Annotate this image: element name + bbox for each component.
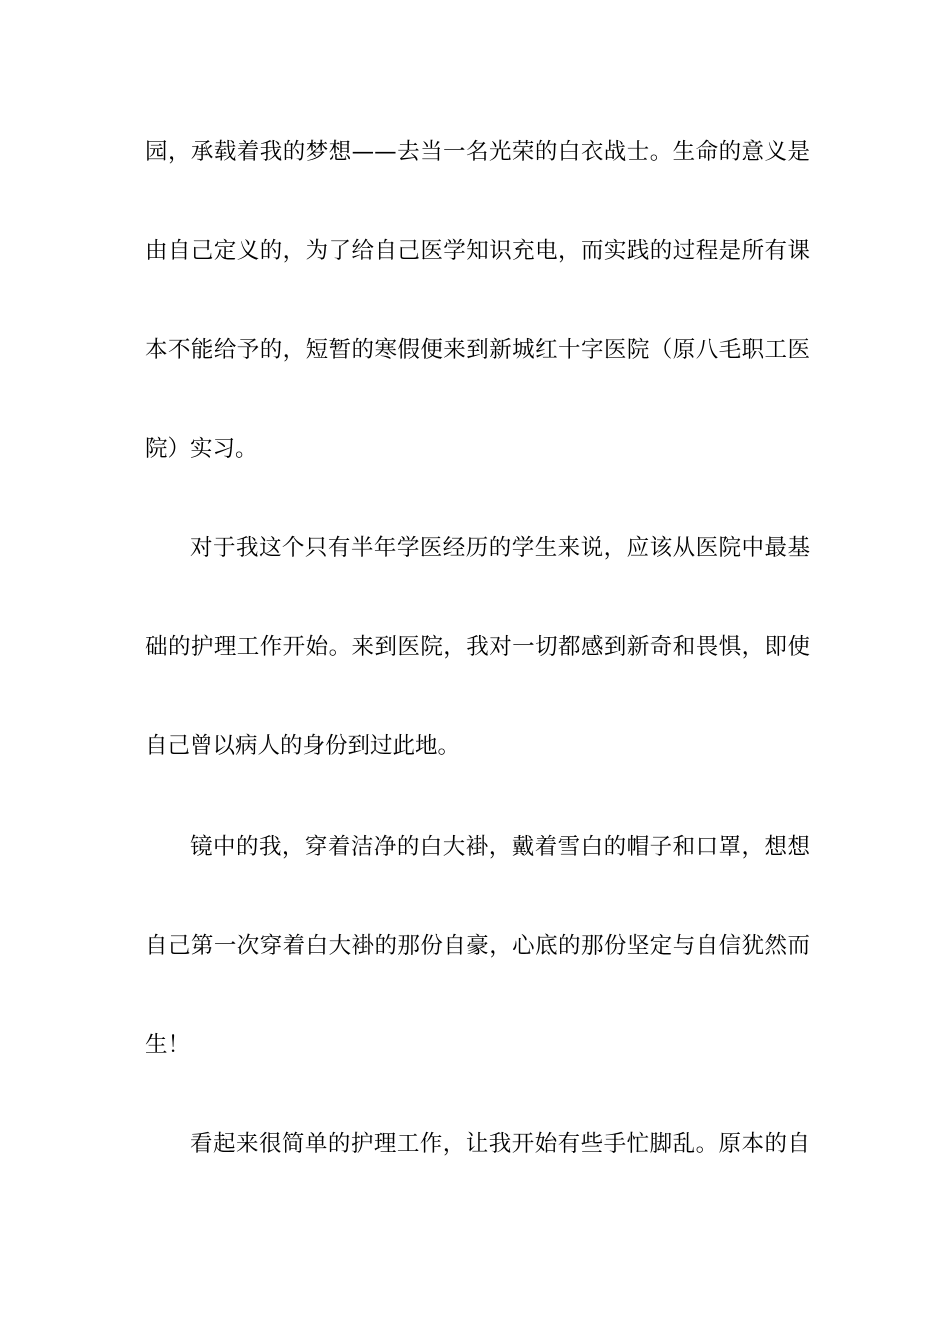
text-line: 础的护理工作开始。来到医院，我对一切都感到新奇和畏惧，即使 [145,634,810,660]
text-line: 园，承载着我的梦想——去当一名光荣的白衣战士。生命的意义是 [145,139,810,165]
text-line: 本不能给予的，短暂的寒假便来到新城红十字医院（原八毛职工医 [145,337,810,363]
text-line: 自己曾以病人的身份到过此地。 [145,733,461,759]
paragraph-first-line: 看起来很简单的护理工作，让我开始有些手忙脚乱。原本的自 [190,1131,810,1157]
text-line: 由自己定义的，为了给自己医学知识充电，而实践的过程是所有课 [145,238,810,264]
paragraph-first-line: 镜中的我，穿着洁净的白大褂，戴着雪白的帽子和口罩，想想 [190,834,810,860]
text-line: 自己第一次穿着白大褂的那份自豪，心底的那份坚定与自信犹然而 [145,933,810,959]
paragraph-first-line: 对于我这个只有半年学医经历的学生来说，应该从医院中最基 [190,535,810,561]
text-line: 院）实习。 [145,436,258,462]
text-line: 生！ [145,1032,191,1058]
